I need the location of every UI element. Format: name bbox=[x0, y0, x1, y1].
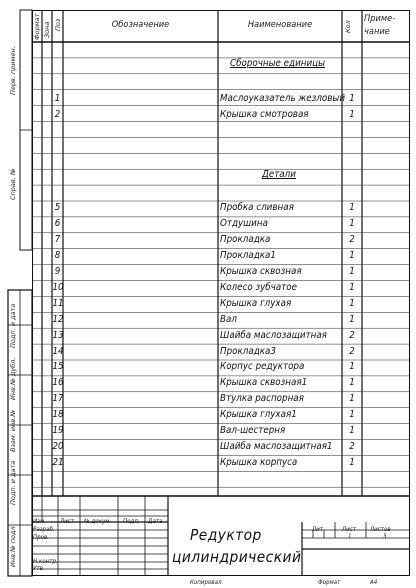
row-qty: 1 bbox=[349, 377, 355, 389]
row-pos: 15 bbox=[52, 361, 64, 373]
section-assemblies: Сборочные единицы bbox=[230, 58, 326, 69]
row-pos: 9 bbox=[54, 266, 61, 277]
tb-list: Лист bbox=[60, 518, 75, 525]
row-pos: 21 bbox=[52, 456, 64, 468]
tb-doc-no: № докум. bbox=[84, 518, 112, 525]
row-name: Втулка распорная bbox=[220, 393, 304, 405]
footer-format: Формат bbox=[318, 579, 341, 586]
row-name: Крышка сквозная1 bbox=[220, 377, 308, 389]
row-name: Прокладка1 bbox=[220, 250, 276, 262]
row-pos: 18 bbox=[52, 409, 64, 421]
row-qty: 2 bbox=[349, 234, 355, 246]
row-qty: 2 bbox=[349, 345, 355, 357]
header-note: Приме- чание bbox=[364, 14, 396, 37]
row-qty: 1 bbox=[349, 361, 355, 373]
row-name: Крышка глухая1 bbox=[220, 409, 297, 421]
row-pos: 14 bbox=[52, 345, 64, 357]
row-name: Отдушина bbox=[220, 218, 268, 230]
side-vzam-inv: Взам. инв.№ bbox=[9, 409, 17, 452]
row-pos: 11 bbox=[52, 297, 64, 309]
row-qty: 1 bbox=[349, 250, 355, 262]
row-pos: 6 bbox=[54, 218, 61, 230]
doc-title-line1: Редуктор bbox=[190, 526, 262, 544]
side-inv-dubl: Инв.№ дубл. bbox=[9, 357, 17, 400]
row-name: Вал-шестерня bbox=[220, 425, 286, 436]
header-zone: Зона bbox=[43, 21, 51, 38]
side-ref-no: Справ. № bbox=[9, 168, 17, 200]
header-qty: Кол bbox=[344, 20, 352, 33]
row-name: Прокладка3 bbox=[220, 345, 276, 357]
row-name: Вал bbox=[220, 313, 237, 325]
row-qty: 1 bbox=[349, 425, 355, 436]
footer-copied: Копировал bbox=[190, 579, 222, 586]
row-qty: 1 bbox=[349, 409, 355, 421]
row-pos: 10 bbox=[52, 281, 64, 293]
tb-sign: Подп. bbox=[123, 518, 140, 525]
row-pos: 5 bbox=[54, 202, 61, 214]
tb-razrab: Разраб. bbox=[33, 526, 55, 533]
header-pos: Поз bbox=[54, 18, 62, 31]
row-name: Крышка сквозная bbox=[220, 266, 302, 277]
row-pos: 8 bbox=[54, 250, 61, 262]
row-qty: 1 bbox=[349, 202, 355, 214]
row-name: Крышка глухая bbox=[220, 297, 292, 309]
side-inv-podl: Инв.№ подл. bbox=[9, 524, 17, 567]
header-format: Формат bbox=[33, 13, 41, 40]
row-name: Шайба маслозащитная1 bbox=[220, 440, 333, 452]
row-pos: 19 bbox=[52, 425, 64, 436]
row-pos: 12 bbox=[52, 313, 64, 325]
tb-lit: Лит bbox=[312, 526, 323, 533]
tb-izm: Изм bbox=[33, 518, 45, 525]
footer-format-val: А4 bbox=[370, 579, 378, 586]
side-sign-date1: Подп. и дата bbox=[9, 303, 17, 348]
row-qty: 2 bbox=[349, 329, 355, 341]
side-first-use: Перв. примен. bbox=[9, 46, 17, 95]
row-name: Крышка смотровая bbox=[220, 108, 309, 120]
row-pos: 2 bbox=[54, 108, 61, 120]
row-qty: 1 bbox=[349, 266, 355, 277]
header-designation: Обозначение bbox=[111, 20, 170, 30]
row-qty: 1 bbox=[349, 456, 355, 468]
tb-date: Дата bbox=[148, 518, 163, 525]
row-pos: 17 bbox=[52, 393, 64, 405]
row-qty: 2 bbox=[349, 440, 355, 452]
row-qty: 1 bbox=[349, 218, 355, 230]
row-qty: 1 bbox=[349, 92, 355, 104]
row-pos: 1 bbox=[54, 92, 61, 104]
row-pos: 20 bbox=[52, 440, 64, 452]
row-name: Шайба маслозащитная bbox=[220, 329, 327, 341]
doc-title-line2: цилиндрический bbox=[172, 548, 302, 566]
tb-sheets: Листов bbox=[370, 526, 391, 533]
row-qty: 1 bbox=[349, 313, 355, 325]
tb-prov: Пров. bbox=[33, 534, 50, 541]
tb-sheet-val: 1 bbox=[348, 533, 352, 540]
tb-n-kontr: Н.контр. bbox=[33, 558, 58, 565]
row-name: Пробка сливная bbox=[220, 202, 294, 214]
row-qty: 1 bbox=[349, 108, 355, 120]
row-name: Корпус редуктора bbox=[220, 361, 305, 373]
row-pos: 13 bbox=[52, 329, 64, 341]
row-qty: 1 bbox=[349, 297, 355, 309]
row-pos: 7 bbox=[54, 234, 61, 246]
row-qty: 1 bbox=[349, 393, 355, 405]
tb-sheets-val: 3 bbox=[383, 533, 387, 540]
side-sign-date2: Подп. и дата bbox=[9, 460, 17, 505]
row-name: Маслоуказатель жезловый bbox=[220, 92, 346, 104]
row-name: Колесо зубчатое bbox=[220, 281, 297, 293]
row-pos: 16 bbox=[52, 377, 64, 389]
tb-utv: Утв. bbox=[33, 565, 45, 572]
section-details: Детали bbox=[262, 169, 296, 180]
row-qty: 1 bbox=[349, 281, 355, 293]
header-name: Наименование bbox=[247, 20, 313, 30]
row-name: Прокладка bbox=[220, 234, 271, 246]
tb-sheet: Лист bbox=[342, 526, 357, 533]
row-name: Крышка корпуса bbox=[220, 456, 298, 468]
